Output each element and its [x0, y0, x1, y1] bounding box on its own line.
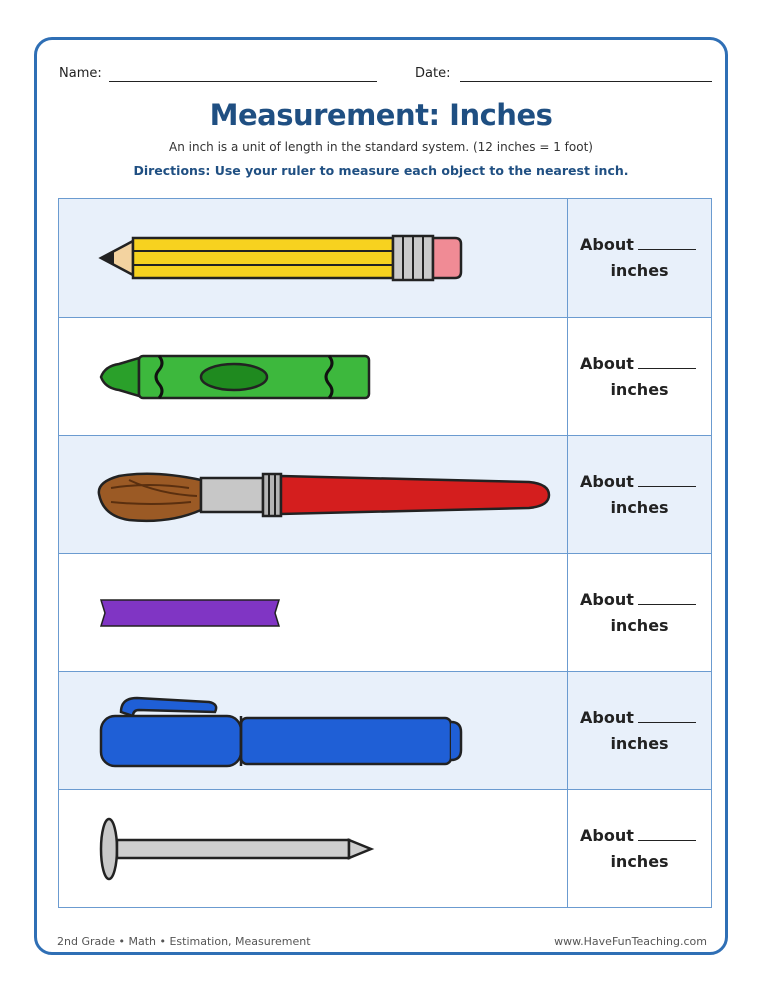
- object-cell: [59, 672, 568, 789]
- answer-blank[interactable]: [638, 237, 696, 250]
- name-label: Name:: [59, 66, 102, 81]
- about-label: About: [580, 235, 634, 254]
- unit-label: inches: [610, 261, 669, 280]
- directions: Directions: Use your ruler to measure each object to the nearest inch.: [133, 163, 629, 178]
- answer-cell: [568, 318, 711, 435]
- answer-blank[interactable]: [638, 592, 696, 605]
- object-cell: [59, 554, 568, 671]
- date-label: Date:: [415, 66, 451, 81]
- ribbon-icon: [59, 554, 568, 672]
- unit-label: inches: [610, 616, 669, 635]
- name-field-line[interactable]: [109, 81, 377, 82]
- crayon-icon: [59, 318, 568, 436]
- date-field-line[interactable]: [460, 81, 712, 82]
- answer-blank[interactable]: [638, 474, 696, 487]
- marker-icon: [59, 672, 568, 790]
- measurement-table: [58, 198, 712, 908]
- footer-website-link[interactable]: www.HaveFunTeaching.com: [554, 935, 707, 948]
- object-cell: [59, 436, 568, 553]
- answer-cell: [568, 199, 711, 317]
- unit-label: inches: [610, 380, 669, 399]
- about-label: About: [580, 708, 634, 727]
- answer-cell: [568, 672, 711, 789]
- answer-blank[interactable]: [638, 828, 696, 841]
- subtitle: An inch is a unit of length in the standard system. (12 inches = 1 foot): [169, 140, 593, 154]
- object-cell: [59, 318, 568, 435]
- pencil-icon: [59, 199, 568, 317]
- answer-blank[interactable]: [638, 710, 696, 723]
- table-row: [59, 435, 711, 553]
- about-label: About: [580, 472, 634, 491]
- table-row: [59, 553, 711, 671]
- unit-label: inches: [610, 852, 669, 871]
- about-label: About: [580, 590, 634, 609]
- unit-label: inches: [610, 734, 669, 753]
- answer-cell: [568, 554, 711, 671]
- nail-icon: [59, 790, 568, 908]
- worksheet-frame: [34, 37, 728, 955]
- footer-left: 2nd Grade • Math • Estimation, Measurement: [57, 935, 311, 948]
- table-row: [59, 789, 711, 907]
- unit-label: inches: [610, 498, 669, 517]
- about-label: About: [580, 826, 634, 845]
- about-label: About: [580, 354, 634, 373]
- answer-blank[interactable]: [638, 356, 696, 369]
- page-title: Measurement: Inches: [209, 98, 553, 132]
- answer-cell: [568, 790, 711, 907]
- table-row: [59, 199, 711, 317]
- table-row: [59, 317, 711, 435]
- object-cell: [59, 790, 568, 907]
- object-cell: [59, 199, 568, 317]
- paintbrush-icon: [59, 436, 568, 554]
- table-row: [59, 671, 711, 789]
- answer-cell: [568, 436, 711, 553]
